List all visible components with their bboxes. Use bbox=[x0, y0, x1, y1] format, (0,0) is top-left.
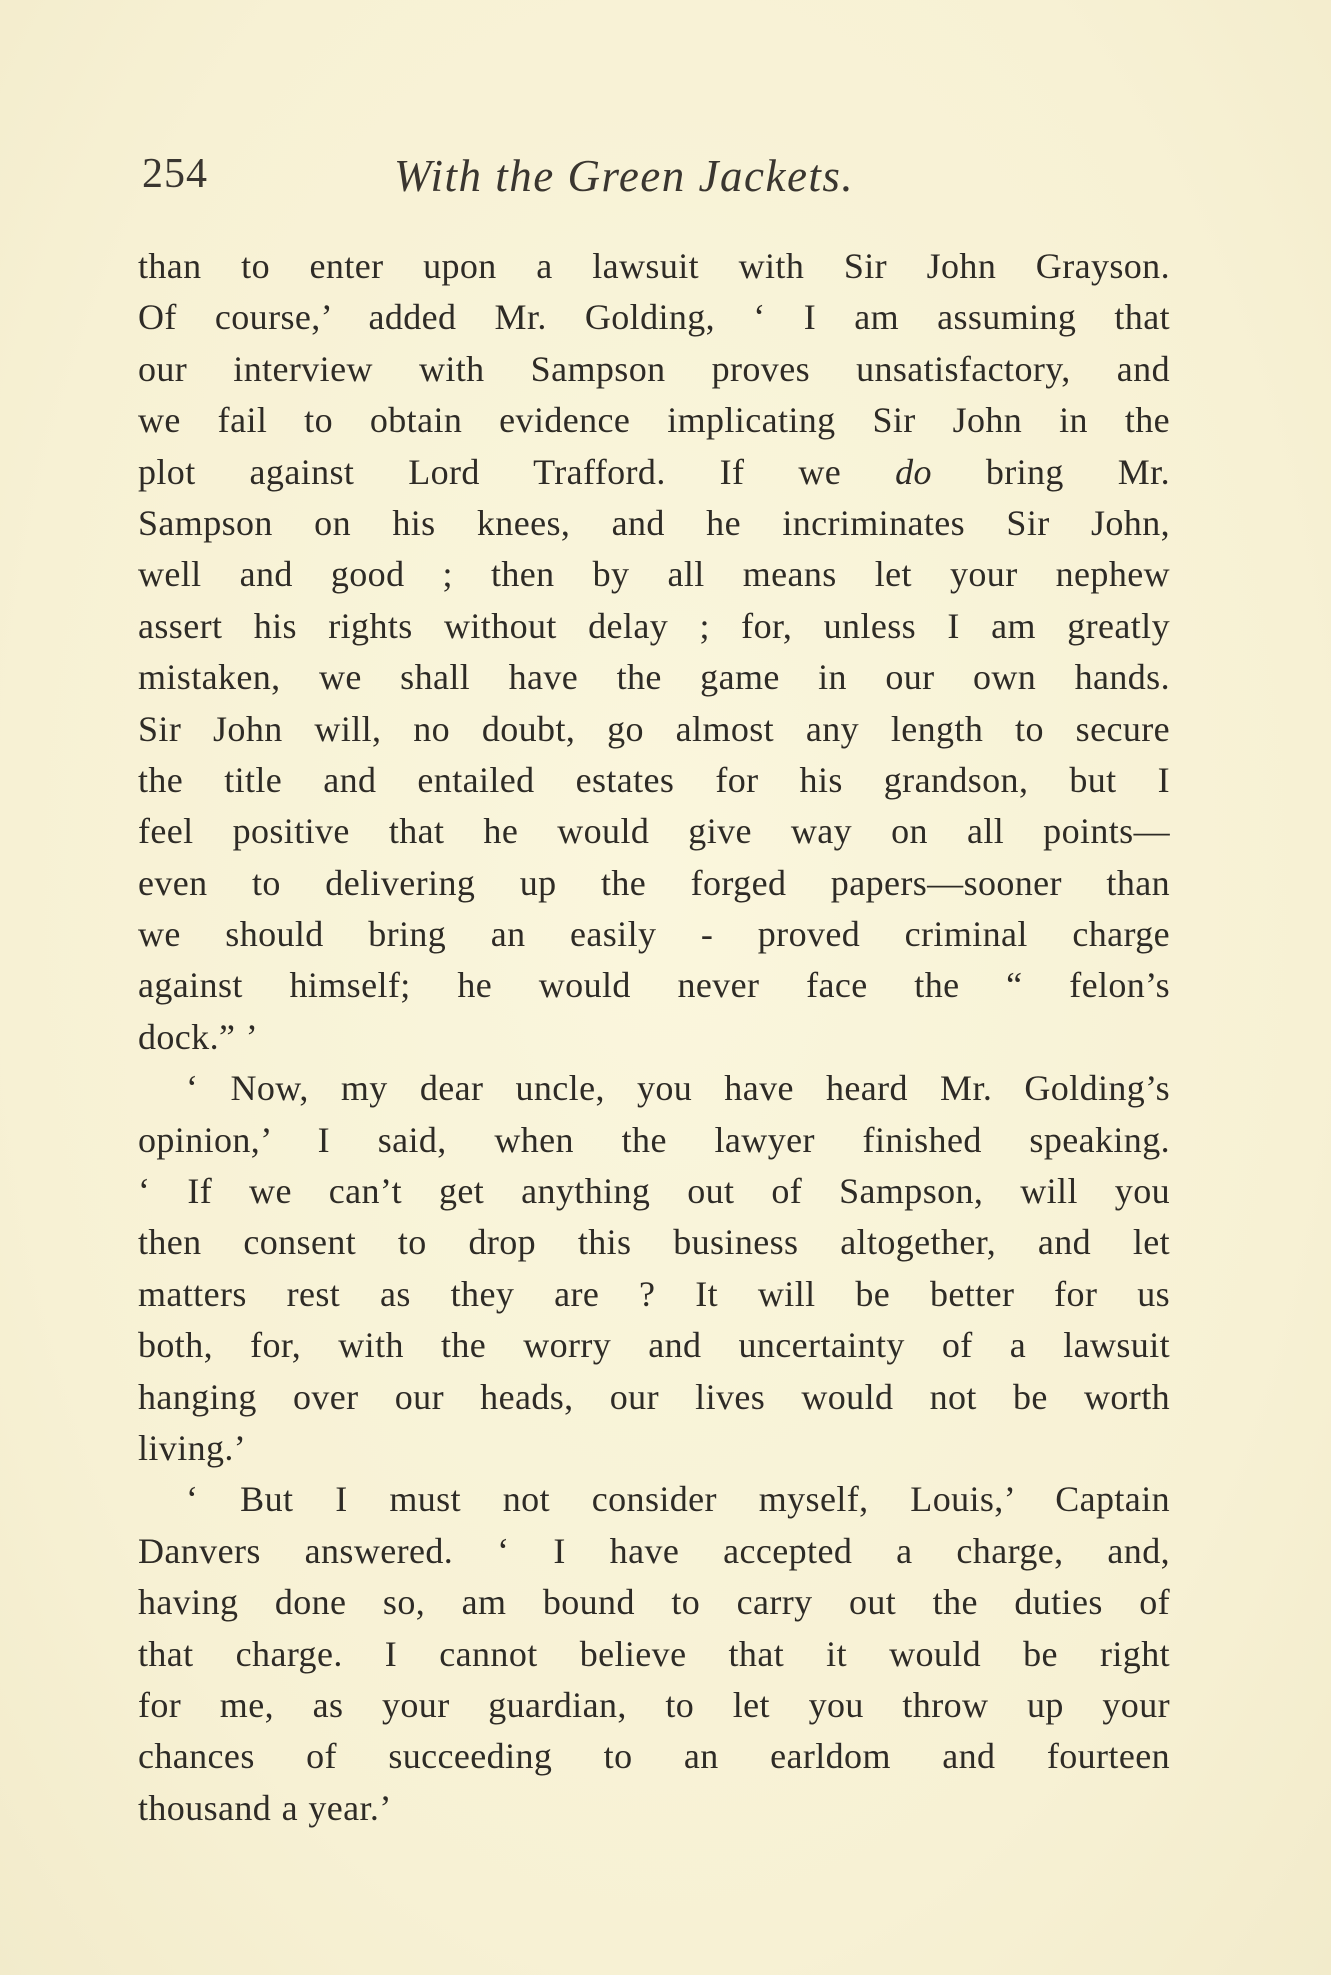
text-segment: bring Mr. bbox=[931, 451, 1170, 492]
text-line: living.’ bbox=[138, 1427, 247, 1468]
text-line: dock.” ’ bbox=[138, 1016, 259, 1057]
text-line: Sampson on his knees, and he incriminates Sir John, bbox=[138, 502, 1170, 543]
text-line: our interview with Sampson proves unsatisfactory, and bbox=[138, 348, 1170, 389]
emphasized-word: do bbox=[895, 451, 932, 492]
text-line: opinion,’ I said, when the lawyer finished speaking. bbox=[138, 1119, 1170, 1160]
text-line: against himself; he would never face the “ felon’s bbox=[138, 965, 1170, 1006]
text-line bbox=[138, 447, 1170, 498]
text-line: even to delivering up the forged papers—sooner than bbox=[138, 862, 1170, 903]
body-text bbox=[138, 241, 1170, 1834]
text-line: Danvers answered. ‘ I have accepted a charge, and, bbox=[138, 1530, 1170, 1571]
text-line: chances of succeeding to an earldom and fourteen bbox=[138, 1736, 1170, 1777]
text-line: hanging over our heads, our lives would not be worth bbox=[138, 1376, 1170, 1417]
page-header bbox=[142, 150, 1172, 210]
text-line: we fail to obtain evidence implicating Sir John in the bbox=[138, 400, 1170, 441]
text-line: Sir John will, no doubt, go almost any length to secure bbox=[138, 708, 1170, 749]
text-line: ‘ If we can’t get anything out of Sampson, will you bbox=[138, 1171, 1170, 1212]
text-line: than to enter upon a lawsuit with Sir John Grayson. bbox=[138, 246, 1170, 286]
text-line: ‘ But I must not consider myself, Louis,’ Captain bbox=[186, 1479, 1170, 1520]
text-line: that charge. I cannot believe that it would be right bbox=[138, 1633, 1170, 1674]
text-line: matters rest as they are ? It will be better for us bbox=[138, 1273, 1170, 1314]
text-line: well and good ; then by all means let your nephew bbox=[138, 554, 1170, 595]
text-line: having done so, am bound to carry out the duties of bbox=[138, 1582, 1170, 1623]
text-line: we should bring an easily - proved criminal charge bbox=[138, 914, 1170, 955]
text-line: thousand a year.’ bbox=[138, 1787, 392, 1828]
text-segment: plot against Lord Trafford. If we bbox=[138, 451, 896, 492]
text-line: assert his rights without delay ; for, unless I am greatly bbox=[138, 605, 1170, 646]
text-line: both, for, with the worry and uncertainty of a lawsuit bbox=[138, 1325, 1170, 1366]
text-line: for me, as your guardian, to let you throw up your bbox=[138, 1684, 1170, 1725]
text-line: the title and entailed estates for his grandson, but I bbox=[138, 759, 1170, 800]
page-number: 254 bbox=[142, 151, 208, 197]
text-line: Of course,’ added Mr. Golding, ‘ I am assuming that bbox=[138, 297, 1170, 338]
text-line: ‘ Now, my dear uncle, you have heard Mr. Golding’s bbox=[186, 1068, 1170, 1109]
text-line: then consent to drop this business altogether, and let bbox=[138, 1222, 1170, 1263]
running-title: With the Green Jackets. bbox=[394, 151, 855, 201]
text-line: mistaken, we shall have the game in our own hands. bbox=[138, 657, 1170, 698]
text-line: feel positive that he would give way on all points— bbox=[138, 811, 1170, 852]
